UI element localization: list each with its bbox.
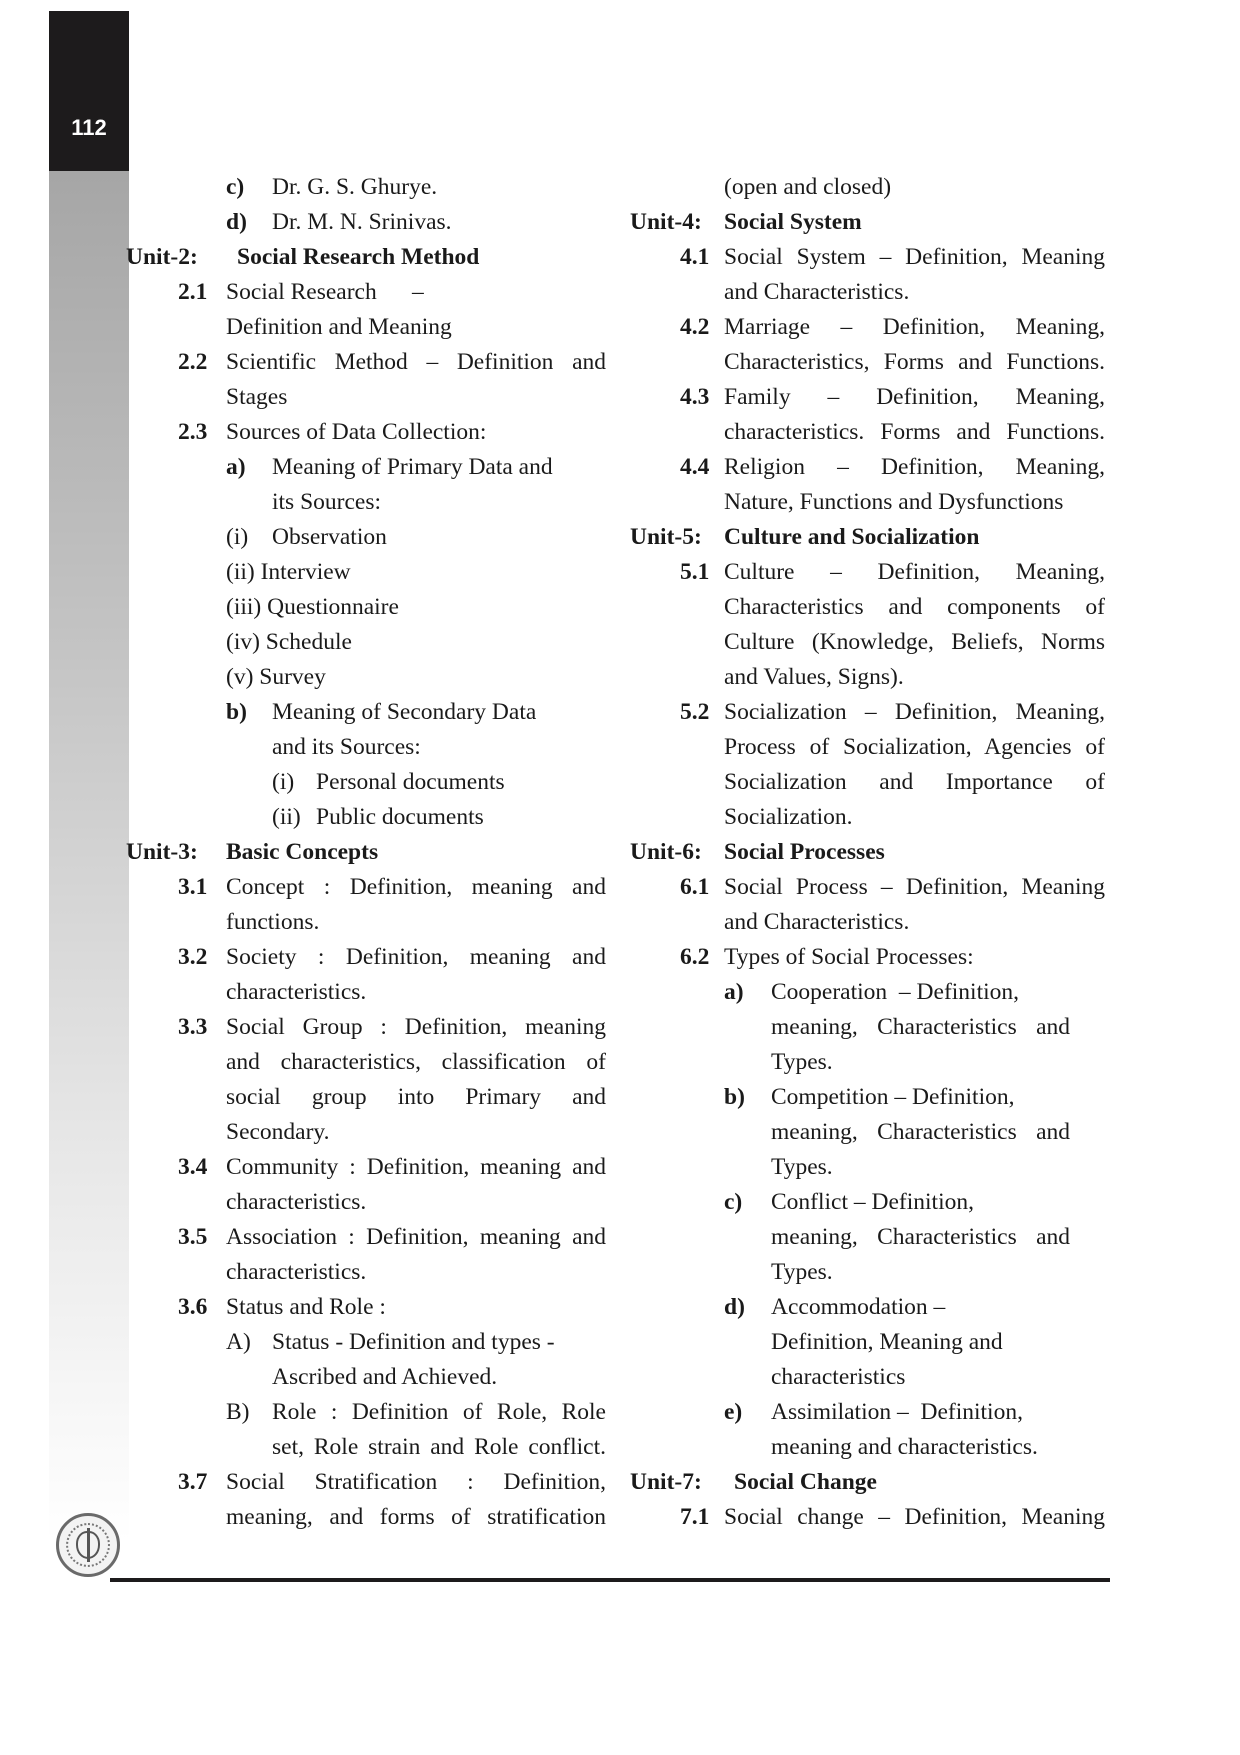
list-item bbox=[630, 730, 1105, 765]
item-text: Meaning of Primary Data and bbox=[272, 454, 553, 480]
list-item bbox=[126, 1290, 606, 1325]
item-label: c) bbox=[724, 1189, 743, 1215]
unit-title: Social Processes bbox=[724, 839, 885, 865]
item-text: Scientific Method – Definition and bbox=[226, 349, 606, 375]
item-text: characteristics. bbox=[226, 979, 367, 1005]
list-item bbox=[630, 1500, 1105, 1535]
item-text: Social System – Definition, Meaning bbox=[724, 244, 1105, 270]
item-text: Observation bbox=[272, 524, 387, 550]
item-text: Dr. M. N. Srinivas. bbox=[272, 209, 452, 235]
item-number: 3.4 bbox=[178, 1154, 208, 1180]
item-text: Social Process – Definition, Meaning bbox=[724, 874, 1105, 900]
item-text: characteristics. Forms and Functions. bbox=[724, 419, 1105, 445]
item-number: 6.2 bbox=[680, 944, 710, 970]
list-item bbox=[126, 1220, 606, 1255]
item-number: 7.1 bbox=[680, 1504, 710, 1530]
list-item bbox=[630, 905, 1105, 940]
item-text: Definition and Meaning bbox=[226, 314, 452, 340]
item-text: characteristics. bbox=[226, 1189, 367, 1215]
list-item bbox=[630, 1080, 1105, 1115]
item-number: 2.2 bbox=[178, 349, 208, 375]
item-text: Cooperation – Definition, bbox=[771, 979, 1020, 1005]
list-item bbox=[126, 415, 606, 450]
list-item bbox=[630, 870, 1105, 905]
item-label: b) bbox=[724, 1084, 745, 1110]
list-item bbox=[126, 1360, 606, 1395]
list-item bbox=[126, 1500, 606, 1535]
list-item bbox=[630, 555, 1105, 590]
list-item bbox=[630, 1150, 1105, 1185]
unit-heading bbox=[630, 835, 1105, 870]
item-number: 3.6 bbox=[178, 1294, 208, 1320]
list-item bbox=[630, 415, 1105, 450]
list-item bbox=[630, 170, 1105, 205]
item-text: Sources of Data Collection: bbox=[226, 419, 487, 445]
list-item bbox=[126, 555, 606, 590]
item-label: (ii) bbox=[272, 804, 301, 830]
item-number: 2.3 bbox=[178, 419, 208, 445]
item-number: 4.4 bbox=[680, 454, 710, 480]
item-text: meaning, and forms of stratification bbox=[226, 1504, 606, 1530]
list-item bbox=[126, 765, 606, 800]
page-number: 112 bbox=[71, 115, 107, 140]
item-text: meaning, Characteristics and bbox=[771, 1119, 1070, 1145]
list-item bbox=[126, 905, 606, 940]
item-text: Socialization – Definition, Meaning, bbox=[724, 699, 1105, 725]
item-text: Ascribed and Achieved. bbox=[272, 1364, 498, 1390]
item-label: a) bbox=[724, 979, 744, 1005]
item-text: Community : Definition, meaning and bbox=[226, 1154, 606, 1180]
item-text: Stages bbox=[226, 384, 288, 410]
unit-title: Social Change bbox=[734, 1469, 877, 1495]
margin-gradient-strip bbox=[49, 171, 129, 1541]
list-item bbox=[126, 450, 606, 485]
item-text: meaning and characteristics. bbox=[771, 1434, 1038, 1460]
item-text: Types. bbox=[771, 1049, 833, 1075]
list-item bbox=[630, 940, 1105, 975]
unit-label: Unit-2: bbox=[126, 244, 198, 270]
unit-label: Unit-6: bbox=[630, 839, 702, 865]
item-text: Culture (Knowledge, Beliefs, Norms bbox=[724, 629, 1105, 655]
list-item bbox=[630, 1185, 1105, 1220]
list-item bbox=[630, 975, 1105, 1010]
item-text: (iii) Questionnaire bbox=[226, 594, 399, 620]
list-item bbox=[126, 275, 606, 310]
list-item bbox=[126, 1010, 606, 1045]
list-item bbox=[126, 1465, 606, 1500]
item-text: Social Stratification : Definition, bbox=[226, 1469, 606, 1495]
item-text: Personal documents bbox=[316, 769, 505, 795]
list-item bbox=[630, 625, 1105, 660]
list-item bbox=[126, 345, 606, 380]
list-item bbox=[630, 450, 1105, 485]
item-text: Conflict – Definition, bbox=[771, 1189, 974, 1215]
list-item bbox=[630, 380, 1105, 415]
item-label: a) bbox=[226, 454, 246, 480]
item-label: b) bbox=[226, 699, 247, 725]
item-number: 5.2 bbox=[680, 699, 710, 725]
item-text: Public documents bbox=[316, 804, 484, 830]
item-number: 4.2 bbox=[680, 314, 710, 340]
item-text: (iv) Schedule bbox=[226, 629, 352, 655]
list-item bbox=[126, 1150, 606, 1185]
item-text: set, Role strain and Role conflict. bbox=[272, 1434, 606, 1460]
item-text: and Values, Signs). bbox=[724, 664, 904, 690]
item-text: Social change – Definition, Meaning bbox=[724, 1504, 1105, 1530]
item-text: Social Group : Definition, meaning bbox=[226, 1014, 606, 1040]
list-item bbox=[630, 695, 1105, 730]
list-item bbox=[126, 660, 606, 695]
list-item bbox=[126, 1325, 606, 1360]
item-text: Socialization and Importance of bbox=[724, 769, 1105, 795]
item-label: (i) bbox=[226, 524, 249, 550]
seal-stem bbox=[87, 1528, 90, 1562]
list-item bbox=[630, 1115, 1105, 1150]
list-item bbox=[126, 1185, 606, 1220]
item-text: social group into Primary and bbox=[226, 1084, 606, 1110]
item-text: (open and closed) bbox=[724, 174, 892, 200]
list-item bbox=[126, 590, 606, 625]
unit-heading bbox=[630, 1465, 1105, 1500]
item-text: Dr. G. S. Ghurye. bbox=[272, 174, 438, 200]
item-label: e) bbox=[724, 1399, 743, 1425]
item-text: Status - Definition and types - bbox=[272, 1329, 555, 1355]
list-item bbox=[630, 310, 1105, 345]
list-item bbox=[630, 240, 1105, 275]
list-item bbox=[630, 1395, 1105, 1430]
list-item bbox=[126, 870, 606, 905]
item-number: 3.5 bbox=[178, 1224, 208, 1250]
item-text: and characteristics, classification of bbox=[226, 1049, 606, 1075]
list-item bbox=[630, 590, 1105, 625]
list-item bbox=[630, 345, 1105, 380]
unit-label: Unit-3: bbox=[126, 839, 198, 865]
list-item bbox=[630, 660, 1105, 695]
item-label: A) bbox=[226, 1329, 251, 1355]
list-item bbox=[126, 730, 606, 765]
list-item bbox=[630, 1325, 1105, 1360]
item-text: (ii) Interview bbox=[226, 559, 351, 585]
unit-label: Unit-7: bbox=[630, 1469, 702, 1495]
item-number: 5.1 bbox=[680, 559, 710, 585]
list-item bbox=[126, 625, 606, 660]
item-number: 4.3 bbox=[680, 384, 710, 410]
list-item bbox=[630, 1010, 1105, 1045]
page-tab bbox=[49, 11, 129, 171]
list-item bbox=[126, 1430, 606, 1465]
item-number: 3.7 bbox=[178, 1469, 208, 1495]
item-label: (i) bbox=[272, 769, 295, 795]
list-item bbox=[630, 1430, 1105, 1465]
item-text: Characteristics, Forms and Functions. bbox=[724, 349, 1105, 375]
item-text: Types. bbox=[771, 1154, 833, 1180]
item-text: meaning, Characteristics and bbox=[771, 1014, 1070, 1040]
item-number: 2.1 bbox=[178, 279, 208, 305]
item-text: Socialization. bbox=[724, 804, 853, 830]
item-text: Characteristics and components of bbox=[724, 594, 1105, 620]
item-text: and Characteristics. bbox=[724, 909, 910, 935]
list-item bbox=[126, 1255, 606, 1290]
unit-heading bbox=[126, 835, 606, 870]
list-item bbox=[630, 765, 1105, 800]
item-text: functions. bbox=[226, 909, 320, 935]
item-text: meaning, Characteristics and bbox=[771, 1224, 1070, 1250]
list-item bbox=[126, 520, 606, 555]
list-item bbox=[630, 1290, 1105, 1325]
item-label: c) bbox=[226, 174, 245, 200]
unit-label: Unit-4: bbox=[630, 209, 702, 235]
item-text: Types of Social Processes: bbox=[724, 944, 974, 970]
item-text: Status and Role : bbox=[226, 1294, 386, 1320]
item-text: Nature, Functions and Dysfunctions bbox=[724, 489, 1064, 515]
list-item bbox=[630, 1255, 1105, 1290]
item-text: Meaning of Secondary Data bbox=[272, 699, 537, 725]
item-text: characteristics bbox=[771, 1364, 906, 1390]
item-text: Association : Definition, meaning and bbox=[226, 1224, 606, 1250]
list-item bbox=[630, 1045, 1105, 1080]
item-label: d) bbox=[226, 209, 247, 235]
item-number: 3.3 bbox=[178, 1014, 208, 1040]
list-item bbox=[126, 1045, 606, 1080]
list-item bbox=[630, 485, 1105, 520]
item-text: Concept : Definition, meaning and bbox=[226, 874, 606, 900]
unit-heading bbox=[630, 205, 1105, 240]
unit-heading bbox=[126, 240, 606, 275]
item-text: Marriage – Definition, Meaning, bbox=[724, 314, 1105, 340]
list-item bbox=[126, 695, 606, 730]
item-text: Religion – Definition, Meaning, bbox=[724, 454, 1105, 480]
list-item bbox=[126, 205, 606, 240]
item-text: Types. bbox=[771, 1259, 833, 1285]
item-text: Competition – Definition, bbox=[771, 1084, 1015, 1110]
list-item bbox=[126, 975, 606, 1010]
item-number: 3.1 bbox=[178, 874, 208, 900]
footer-rule bbox=[110, 1578, 1110, 1582]
list-item bbox=[126, 800, 606, 835]
item-text: Assimilation – Definition, bbox=[771, 1399, 1023, 1425]
item-text: Culture – Definition, Meaning, bbox=[724, 559, 1105, 585]
unit-heading bbox=[630, 520, 1105, 555]
item-text: Role : Definition of Role, Role bbox=[272, 1399, 606, 1425]
item-text: Social Research – bbox=[226, 279, 424, 305]
unit-title: Culture and Socialization bbox=[724, 524, 980, 550]
item-number: 6.1 bbox=[680, 874, 710, 900]
unit-title: Social System bbox=[724, 209, 862, 235]
item-text: Definition, Meaning and bbox=[771, 1329, 1003, 1355]
item-text: Accommodation – bbox=[771, 1294, 946, 1320]
item-number: 3.2 bbox=[178, 944, 208, 970]
item-text: Society : Definition, meaning and bbox=[226, 944, 606, 970]
item-text: and its Sources: bbox=[272, 734, 421, 760]
list-item bbox=[630, 1220, 1105, 1255]
list-item bbox=[126, 1080, 606, 1115]
list-item bbox=[630, 800, 1105, 835]
item-text: and Characteristics. bbox=[724, 279, 910, 305]
item-text: Family – Definition, Meaning, bbox=[724, 384, 1105, 410]
unit-title: Basic Concepts bbox=[226, 839, 379, 865]
list-item bbox=[126, 310, 606, 345]
list-item bbox=[126, 1395, 606, 1430]
item-text: Secondary. bbox=[226, 1119, 330, 1145]
list-item bbox=[126, 1115, 606, 1150]
list-item bbox=[126, 380, 606, 415]
list-item bbox=[126, 940, 606, 975]
list-item bbox=[630, 1360, 1105, 1395]
unit-title: Social Research Method bbox=[237, 244, 480, 270]
list-item bbox=[126, 170, 606, 205]
item-text: characteristics. bbox=[226, 1259, 367, 1285]
unit-label: Unit-5: bbox=[630, 524, 702, 550]
item-text: (v) Survey bbox=[226, 664, 326, 690]
item-label: d) bbox=[724, 1294, 745, 1320]
item-text: its Sources: bbox=[272, 489, 382, 515]
item-number: 4.1 bbox=[680, 244, 710, 270]
list-item bbox=[126, 485, 606, 520]
item-label: B) bbox=[226, 1399, 250, 1425]
item-text: Process of Socialization, Agencies of bbox=[724, 734, 1105, 760]
university-seal-icon bbox=[56, 1513, 120, 1577]
list-item bbox=[630, 275, 1105, 310]
